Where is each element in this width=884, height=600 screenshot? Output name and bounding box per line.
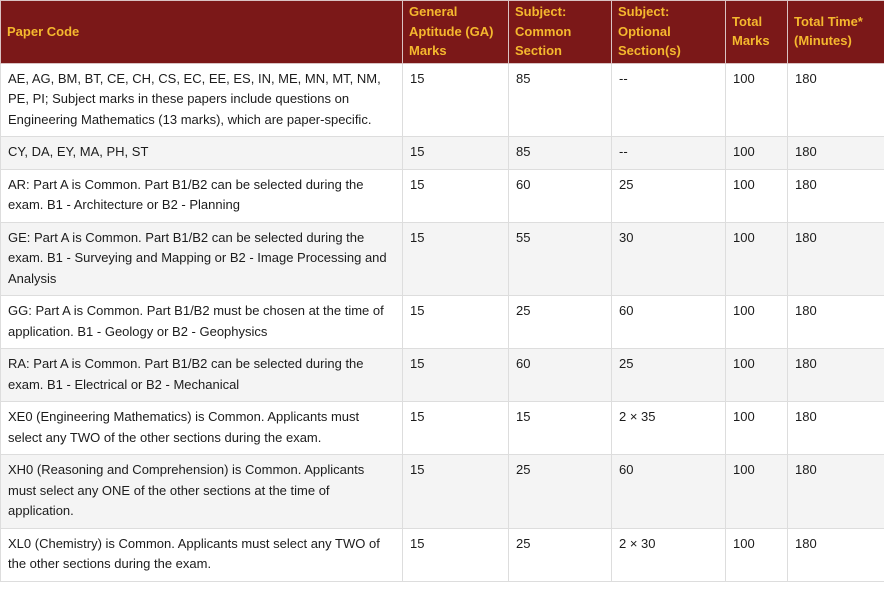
table-row xyxy=(1,349,884,402)
header-optional-section: Subject: Optional Section(s) xyxy=(612,1,726,64)
header-total-marks: Total Marks xyxy=(726,1,788,64)
common-section-cell: 85 xyxy=(509,63,612,137)
common-section-cell: 60 xyxy=(509,169,612,222)
total-marks-cell: 100 xyxy=(726,528,788,581)
header-common-section: Subject: Common Section xyxy=(509,1,612,64)
header-paper-code: Paper Code xyxy=(1,1,403,64)
paper-code-cell: XL0 (Chemistry) is Common. Applicants must select any TWO of the other sections during the exam. xyxy=(1,528,403,581)
header-row xyxy=(1,1,884,64)
paper-code-cell: GG: Part A is Common. Part B1/B2 must be chosen at the time of application. B1 - Geology or B2 - Geophysics xyxy=(1,296,403,349)
optional-section-cell: -- xyxy=(612,137,726,170)
table-row xyxy=(1,455,884,529)
common-section-cell: 25 xyxy=(509,296,612,349)
table-row xyxy=(1,63,884,137)
total-marks-cell: 100 xyxy=(726,296,788,349)
paper-code-cell: CY, DA, EY, MA, PH, ST xyxy=(1,137,403,170)
common-section-cell: 60 xyxy=(509,349,612,402)
ga-marks-cell: 15 xyxy=(403,63,509,137)
total-time-cell: 180 xyxy=(788,296,884,349)
optional-section-cell: 25 xyxy=(612,349,726,402)
table-row xyxy=(1,222,884,296)
ga-marks-cell: 15 xyxy=(403,137,509,170)
common-section-cell: 85 xyxy=(509,137,612,170)
table-row xyxy=(1,296,884,349)
total-marks-cell: 100 xyxy=(726,169,788,222)
total-time-cell: 180 xyxy=(788,169,884,222)
common-section-cell: 15 xyxy=(509,402,612,455)
paper-code-cell: RA: Part A is Common. Part B1/B2 can be selected during the exam. B1 - Electrical or B2 - Mechanical xyxy=(1,349,403,402)
optional-section-cell: 60 xyxy=(612,296,726,349)
paper-code-cell: AE, AG, BM, BT, CE, CH, CS, EC, EE, ES, IN, ME, MN, MT, NM, PE, PI; Subject marks in these papers include questions on Engineering Mathematics (13 marks), which are paper-specific. xyxy=(1,63,403,137)
table-row xyxy=(1,528,884,581)
total-marks-cell: 100 xyxy=(726,455,788,529)
paper-code-cell: GE: Part A is Common. Part B1/B2 can be selected during the exam. B1 - Surveying and Mapping or B2 - Image Processing and Analysis xyxy=(1,222,403,296)
paper-code-cell: XH0 (Reasoning and Comprehension) is Common. Applicants must select any ONE of the other sections at the time of application. xyxy=(1,455,403,529)
optional-section-cell: 30 xyxy=(612,222,726,296)
common-section-cell: 25 xyxy=(509,455,612,529)
total-time-cell: 180 xyxy=(788,402,884,455)
ga-marks-cell: 15 xyxy=(403,169,509,222)
table-row xyxy=(1,137,884,170)
total-marks-cell: 100 xyxy=(726,137,788,170)
total-marks-cell: 100 xyxy=(726,349,788,402)
ga-marks-cell: 15 xyxy=(403,528,509,581)
total-time-cell: 180 xyxy=(788,63,884,137)
common-section-cell: 25 xyxy=(509,528,612,581)
table-row xyxy=(1,402,884,455)
optional-section-cell: 60 xyxy=(612,455,726,529)
optional-section-cell: -- xyxy=(612,63,726,137)
table-row xyxy=(1,169,884,222)
ga-marks-cell: 15 xyxy=(403,222,509,296)
paper-code-cell: XE0 (Engineering Mathematics) is Common. Applicants must select any TWO of the other sections during the exam. xyxy=(1,402,403,455)
table-body xyxy=(1,63,884,581)
header-total-time: Total Time* (Minutes) xyxy=(788,1,884,64)
total-marks-cell: 100 xyxy=(726,402,788,455)
optional-section-cell: 25 xyxy=(612,169,726,222)
total-time-cell: 180 xyxy=(788,222,884,296)
total-time-cell: 180 xyxy=(788,528,884,581)
total-time-cell: 180 xyxy=(788,137,884,170)
table-header xyxy=(1,1,884,64)
total-time-cell: 180 xyxy=(788,349,884,402)
ga-marks-cell: 15 xyxy=(403,402,509,455)
header-ga-marks: General Aptitude (GA) Marks xyxy=(403,1,509,64)
total-marks-cell: 100 xyxy=(726,222,788,296)
optional-section-cell: 2 × 35 xyxy=(612,402,726,455)
optional-section-cell: 2 × 30 xyxy=(612,528,726,581)
ga-marks-cell: 15 xyxy=(403,455,509,529)
total-time-cell: 180 xyxy=(788,455,884,529)
ga-marks-cell: 15 xyxy=(403,296,509,349)
common-section-cell: 55 xyxy=(509,222,612,296)
ga-marks-cell: 15 xyxy=(403,349,509,402)
paper-code-cell: AR: Part A is Common. Part B1/B2 can be selected during the exam. B1 - Architecture or B2 - Planning xyxy=(1,169,403,222)
total-marks-cell: 100 xyxy=(726,63,788,137)
